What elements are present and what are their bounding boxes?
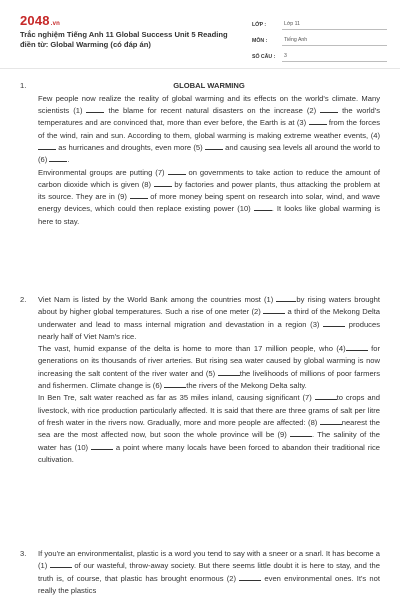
document-title: Trắc nghiệm Tiếng Anh 11 Global Success Unit 5 Reading điền từ: Global Warming (có đáp án)	[20, 30, 228, 49]
question-body	[38, 294, 380, 466]
question-body	[38, 80, 380, 228]
site-logo[interactable]: 2048.vn	[20, 13, 61, 28]
answer-blank	[290, 429, 312, 437]
answer-blank	[323, 319, 345, 327]
answer-blank	[346, 343, 368, 351]
answer-blank	[154, 179, 172, 187]
answer-blank	[320, 105, 338, 113]
paragraph: If you're an environmentalist, plastic is a word you tend to say with a sneer or a snarl. It has become a (1) of our wasteful, throw-away society. But there seems little doubt it is here to stay, and the truth is, of course, that plastic has brought enormous (2) even environmental ones. It's not really the plastics	[38, 549, 380, 595]
answer-blank	[263, 306, 285, 314]
meta-value: Lớp 11	[282, 21, 387, 30]
answer-blank	[309, 117, 327, 125]
passage-title: GLOBAL WARMING	[173, 81, 245, 90]
meta-count-row	[252, 46, 387, 62]
meta-label: SỐ CÂU :	[252, 54, 276, 60]
meta-label: LỚP :	[252, 22, 267, 28]
question-body	[38, 548, 380, 597]
paragraph: Few people now realize the reality of global warming and its effects on the world's climate. Many scientists (1) the blame for recent natural disasters on the increase (2) the world's temperatures and are convinced that, more than ever before, the Earth is at (3) from the forces of the wind, rain and sun. According to them, global warming is making extreme weather events, (4) as hurricanes and droughts, even more (5) and causing sea levels all around the world to (6) .	[38, 93, 381, 165]
answer-blank	[276, 294, 296, 302]
header-divider	[0, 68, 400, 69]
answer-blank	[38, 142, 56, 150]
question-number: 2.	[20, 295, 27, 304]
document-header	[0, 0, 400, 68]
answer-blank	[315, 392, 337, 400]
answer-blank	[254, 203, 272, 211]
question-number: 3.	[20, 549, 27, 558]
meta-value: Tiếng Anh	[282, 37, 387, 46]
answer-blank	[205, 142, 223, 150]
meta-value: 3	[282, 53, 387, 62]
meta-class-row	[252, 14, 387, 30]
meta-label: MÔN :	[252, 38, 268, 44]
answer-blank	[91, 442, 113, 450]
answer-blank	[86, 105, 104, 113]
meta-subject-row	[252, 30, 387, 46]
document-meta	[252, 14, 387, 62]
answer-blank	[320, 417, 342, 425]
answer-blank	[218, 368, 240, 376]
paragraph: Environmental groups are putting (7) on governments to take action to reduce the amount of carbon dioxide which is given (8) by factories and power plants, thus attacking the problem at its source. They are in (9) of more money being spent on research into solar, wind, and wave energy devices, which could then replace existing power (10) . It looks like global warming is here to stay.	[38, 167, 381, 226]
answer-blank	[130, 191, 148, 199]
question-number: 1.	[20, 81, 27, 90]
paragraph: The vast, humid expanse of the delta is home to more than 17 million people, who (4) for generations on its thousands of river arteries. But rising sea water caused by global warming is now increasing the salt content of the river water and (5) the livelihoods of millions of poor farmers and fishermen. Climate change is (6) the rivers of the Mekong Delta salty.	[38, 344, 381, 391]
answer-blank	[49, 154, 67, 162]
paragraph: In Ben Tre, salt water reached as far as 35 miles inland, causing significant (7) to crops and livestock, with rice production particularly affected. It is said that there are three grams of salt per litre of fresh water in the rivers now. Gradually, more and more people are affected: (8) nearest the sea are the most affected now, but soon the whole province will be (9) . The salinity of the water has (10) a point where many locals have been forced to abandon their traditional rice cultivation.	[38, 393, 380, 464]
answer-blank	[50, 560, 72, 568]
answer-blank	[168, 167, 186, 175]
answer-blank	[239, 573, 261, 581]
answer-blank	[164, 380, 186, 388]
paragraph: Viet Nam is listed by the World Bank among the countries most (1) by rising waters brought about by higher global temperatures. Such a rise of one meter (2) a third of the Mekong Delta underwater and lead to mass internal migration and devastation in a region (3) produces nearly half of Viet Nam's rice.	[38, 295, 381, 341]
